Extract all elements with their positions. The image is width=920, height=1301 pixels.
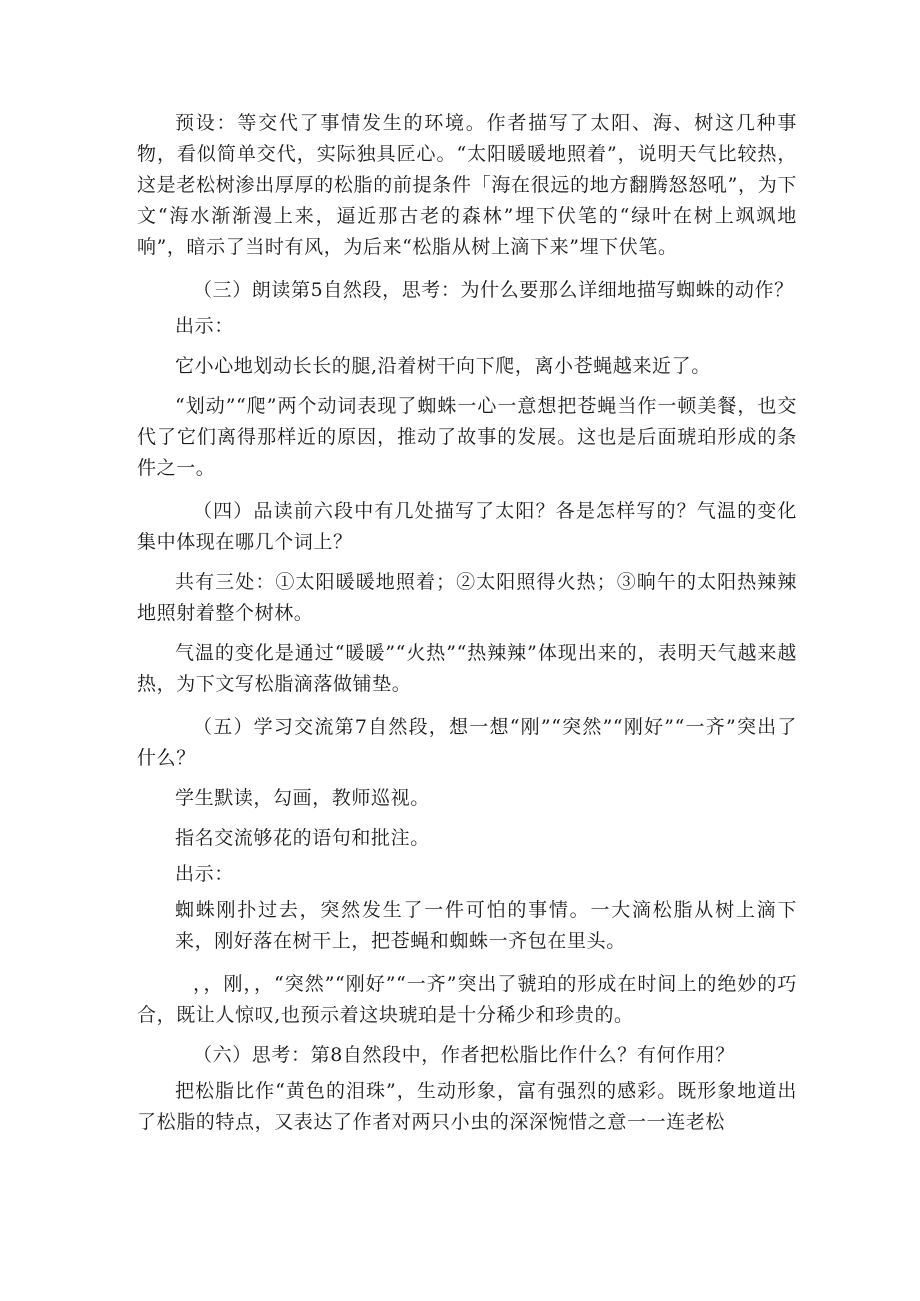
paragraph-preset: 预设：等交代了事情发生的环境。作者描写了太阳、海、树这几种事物，看似简单交代，实际独具匠心。“太阳暖暖地照着”，说明天气比较热，这是老松树渗出厚厚的松脂的前提条件「海在很远的地方翻腾怒怒吼”，为下文“海水渐渐漫上来，逼近那古老的森林”埋下伏笔的“绿叶在树上飒飒地响”，暗示了当时有风，为后来“松脂从树上滴下来”埋下伏笔。 (137, 112, 797, 258)
paragraph-verbs: “划动”“爬”两个动词表现了蜘蛛一心一意想把苍蝇当作一顿美餐，也交代了它们离得那样近的原因，推动了故事的发展。这也是后面琥珀形成的条件之一。 (137, 395, 797, 479)
question-five: （五）学习交流第7自然段，想一想“刚”“突然”“刚好”“一齐”突出了什么？ (137, 716, 797, 769)
document-page (137, 108, 797, 1138)
quote-resin-drop: 蜘蛛刚扑过去，突然发生了一件可怕的事情。一大滴松脂从树上滴下来，刚好落在树干上，把苍蝇和蜘蛛一齐包在里头。 (175, 899, 797, 952)
paragraph-silent-reading: 学生默读，勾画，教师巡视。 (175, 787, 430, 809)
show-label-2: 出示： (175, 863, 234, 885)
paragraph-three-places: 共有三处：①太阳暖暖地照着；②太阳照得火热；③晌午的太阳热辣辣地照射着整个树林。 (137, 571, 797, 624)
question-three: （三）朗读第5自然段，思考：为什么要那么详细地描写蜘蛛的动作？ (193, 279, 794, 301)
paragraph-tears-metaphor: 把松脂比作“黄色的泪珠”，生动形象，富有强烈的感彩。既形象地道出了松脂的特点，又表达了作者对两只小虫的深深惋惜之意一一连老松 (137, 1080, 797, 1133)
quote-spider: 它小心地划动长长的腿,沿着树干向下爬，离小苍蝇越来近了。 (175, 355, 711, 377)
show-label: 出示： (175, 315, 234, 337)
paragraph-coincidence: ，，刚，，“突然”“刚好”“一齐”突出了虢珀的形成在时间上的绝妙的巧合，既让人惊叹,也预示着这块琥珀是十分稀少和珍贵的。 (137, 973, 797, 1026)
paragraph-temperature: 气温的变化是通过“暖暖”“火热”“热辣辣”体现出来的，表明天气越来越热，为下文写松脂滴落做铺垫。 (137, 642, 797, 695)
question-six: （六）思考：第8自然段中，作者把松脂比作什么？有何作用？ (193, 1044, 735, 1066)
paragraph-exchange: 指名交流够花的语句和批注。 (175, 827, 430, 849)
question-four: （四）品读前六段中有几处描写了太阳？各是怎样写的？气温的变化集中体现在哪几个词上？ (137, 500, 797, 553)
